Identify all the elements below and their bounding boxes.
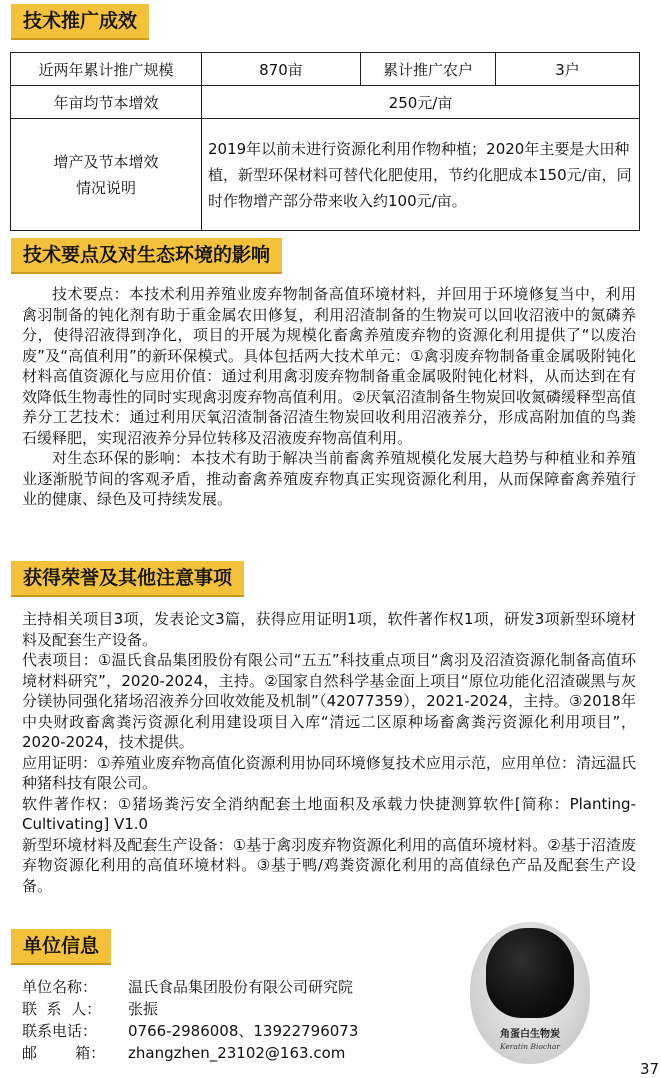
description-label	[11, 119, 202, 231]
email-label: 邮 箱：	[22, 1044, 106, 1062]
product-label-en: Keratin Biochar	[499, 1042, 561, 1051]
phone-number: 0766-2986008、13922796073	[128, 1022, 359, 1040]
section-header-unit: 单位信息	[11, 929, 111, 965]
cost-saving-value: 250元/亩	[202, 86, 640, 119]
honors-materials: 新型环境材料及配套生产设备：①基于禽羽废弃物资源化利用的高值环境材料。②基于沼渣废弃物资源化利用的高值环境材料。③基于鸭/鸡粪资源化利用的高值绿色产品及配套生产设备。	[22, 835, 636, 895]
email-row	[22, 1042, 358, 1064]
honors-projects: 代表项目：①温氏食品集团股份有限公司“五五”科技重点项目“禽羽及沼渣资源化制备高值环境材料研究”，2020-2024，主持。②国家自然科学基金面上项目“原位功能化沼渣碳黑与灰分镁协同强化猪场沼液养分回收效能及机制”（42077359），2021-2024，主持。③2018年中央财政畜禽粪污资源化利用建设项目入库“清远二区原种场畜禽粪污资源化利用项目”，2020-2024，技术提供。	[22, 651, 636, 751]
key-points-paragraph: 技术要点：本技术利用养殖业废弃物制备高值环境材料，并回用于环境修复当中，利用禽羽制备的钝化剂有助于重金属农田修复，利用沼渣制备的生物炭可以回收沼液中的氮磷养分，使得沼液得到净化，项目的开展为规模化畜禽养殖废弃物的资源化利用提供了“以废治废”及“高值利用”的新环保模式。具体包括两大技术单元：①禽羽废弃物制备重金属吸附钝化材料高值资源化与应用价值：通过利用禽羽废弃物制备重金属吸附钝化材料，从而达到在有效降低生物毒性的同时实现禽羽废弃物高值利用。②厌氧沼渣制备生物炭回收氮磷缓释型高值养分工艺技术：通过利用厌氧沼渣制备沼渣生物炭回收利用沼液养分，形成高附加值的鸟粪石缓释肥，实现沼液养分异位转移及沼液废弃物高值利用。	[22, 285, 636, 447]
biochar-powder-image	[486, 928, 574, 1018]
table-row	[11, 53, 640, 86]
table-row	[11, 119, 640, 231]
contact-name: 张振	[128, 1000, 159, 1018]
description-text: 2019年以前未进行资源化利用作物种植；2020年主要是大田种植，新型环保材料可替代化肥使用，节约化肥成本150元/亩，同时作物增产部分带来收入约100元/亩。	[202, 119, 640, 231]
phone-label: 联系电话：	[22, 1022, 98, 1040]
honors-software: 软件著作权：①猪场粪污安全消纳配套土地面积及承载力快捷测算软件[简称：Planting-Cultivating] V1.0	[22, 794, 636, 833]
description-label-line2: 情况说明	[75, 178, 136, 197]
key-points-body	[22, 284, 636, 510]
phone-row	[22, 1020, 358, 1042]
table-row	[11, 86, 640, 119]
cost-saving-label: 年亩均节本增效	[11, 86, 202, 119]
section-header-promotion: 技术推广成效	[11, 4, 149, 40]
scale-label: 近两年累计推广规模	[11, 53, 202, 86]
email-address: zhangzhen_23102@163.com	[128, 1044, 346, 1062]
contact-row	[22, 998, 358, 1020]
unit-name-label: 单位名称：	[22, 978, 98, 996]
promotion-table	[10, 52, 640, 231]
page-number: 37	[640, 1060, 660, 1078]
ecology-paragraph: 对生态环保的影响：本技术有助于解决当前畜禽养殖规模化发展大趋势与种植业和养殖业逐渐脱节间的客观矛盾，推动畜禽养殖废弃物真正实现资源化利用，从而保障畜禽养殖行业的健康、绿色及可持续发展。	[22, 449, 636, 508]
farmers-label: 累计推广农户	[361, 53, 496, 86]
product-label-cn: 角蛋白生物炭	[500, 1029, 560, 1040]
honors-certificate: 应用证明：①养殖业废弃物高值化资源利用协同环境修复技术应用示范，应用单位：清远温氏种猪科技有限公司。	[22, 753, 636, 792]
contact-label: 联 系 人：	[22, 1000, 102, 1018]
section-header-key-points: 技术要点及对生态环境的影响	[11, 238, 282, 274]
unit-name-row	[22, 976, 358, 998]
description-label-line1: 增产及节本增效	[53, 152, 159, 171]
scale-value: 870亩	[202, 53, 361, 86]
honors-body	[22, 609, 636, 896]
product-photo	[470, 922, 590, 1064]
unit-info	[22, 976, 358, 1064]
section-header-honors: 获得荣誉及其他注意事项	[11, 561, 244, 597]
unit-name: 温氏食品集团股份有限公司研究院	[128, 978, 354, 996]
honors-summary: 主持相关项目3项，发表论文3篇，获得应用证明1项，软件著作权1项，研发3项新型环境材料及配套生产设备。	[22, 610, 636, 649]
farmers-value: 3户	[496, 53, 640, 86]
